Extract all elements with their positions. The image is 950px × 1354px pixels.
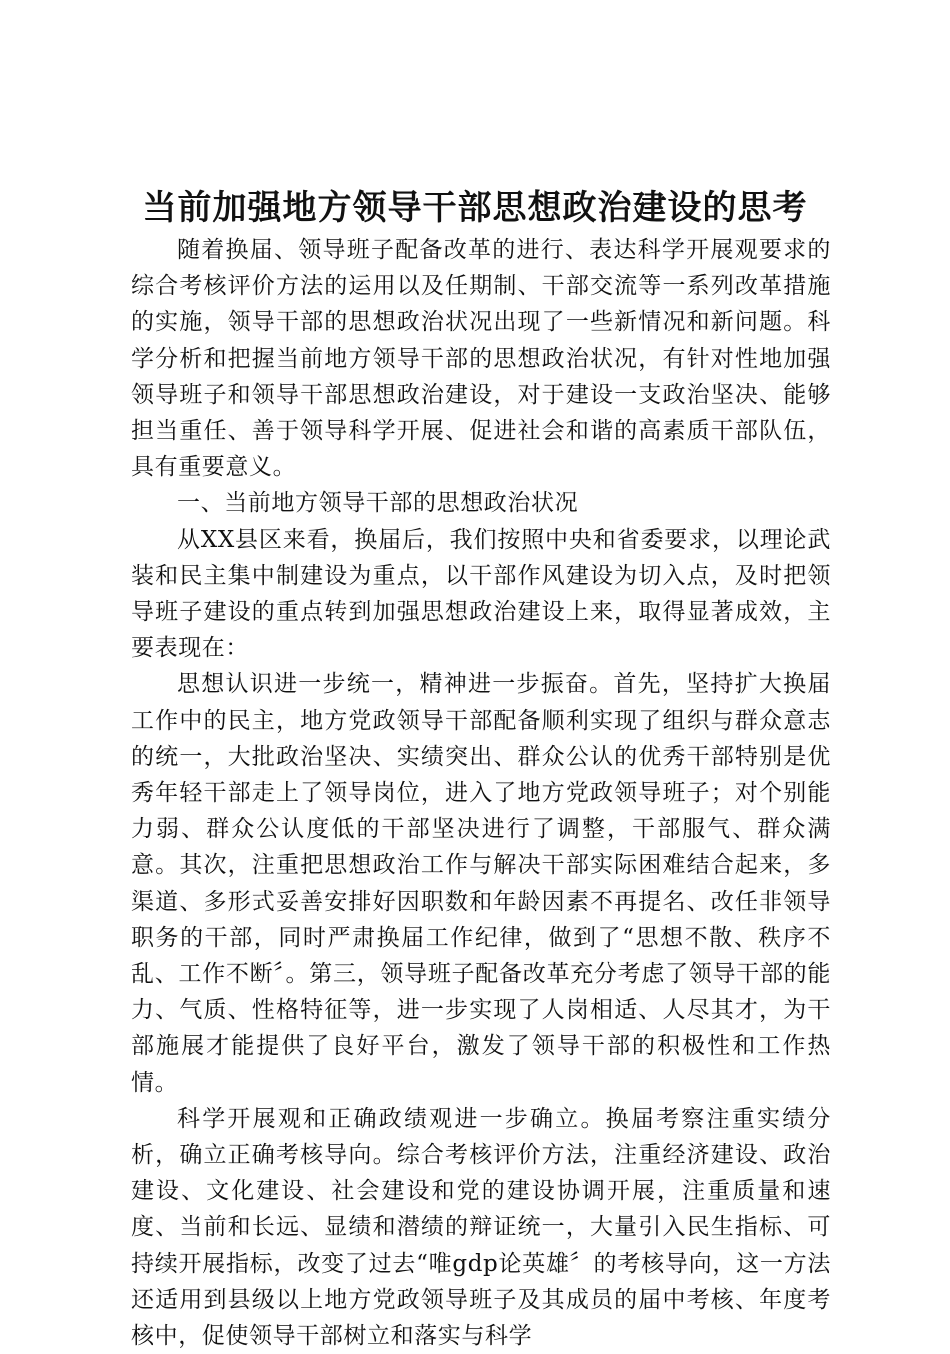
paragraph-thinking-unified: 思想认识进一步统一，精神进一步振奋。首先，坚持扩大换届工作中的民主，地方党政领导干部配备顺利实现了组织与群众意志的统一，大批政治坚决、实绩突出、群众公认的优秀干部特别是优秀年轻干部走上了领导岗位，进入了地方党政领导班子；对个别能力弱、群众公认度低的干部坚决进行了调整，干部服气、群众满意。其次，注重把思想政治工作与解决干部实际困难结合起来，多渠道、多形式妥善安排好因职数和年龄因素不再提名、改任非领导职务的干部，同时严肃换届工作纪律，做到了“思想不散、秩序不乱、工作不断〞。第三，领导班子配备改革充分考虑了领导干部的能力、气质、性格特征等，进一步实现了人岗相适、人尽其才，为干部施展才能提供了良好平台，激发了领导干部的积极性和工作热情。 — [131, 671, 831, 1096]
paragraph-development-view: 科学开展观和正确政绩观进一步确立。换届考察注重实绩分析，确立正确考核导向。综合考核评价方法，注重经济建设、政治建设、文化建设、社会建设和党的建设协调开展，注重质量和速度、当前和长远、显绩和潜绩的辩证统一，大量引入民生指标、可持续开展指标，改变了过去“唯gdp论英雄〞的考核导向，这一方法还适用到县级以上地方党政领导班子及其成员的届中考核、年度考核中，促使领导干部树立和落实与科学 — [131, 1105, 831, 1350]
document-body — [131, 232, 831, 1354]
document-title: 当前加强地方领导干部思想政治建设的思考 — [142, 188, 808, 228]
paragraph-overview: 从XX县区来看，换届后，我们按照中央和省委要求，以理论武装和民主集中制建设为重点，以干部作风建设为切入点，及时把领导班子建设的重点转到加强思想政治建设上来，取得显著成效，主要表现在： — [131, 526, 831, 662]
section-heading: 一、当前地方领导干部的思想政治状况 — [177, 490, 579, 517]
paragraph-intro: 随着换届、领导班子配备改革的进行、表达科学开展观要求的综合考核评价方法的运用以及任期制、干部交流等一系列改革措施的实施，领导干部的思想政治状况出现了一些新情况和新问题。科学分析和把握当前地方领导干部的思想政治状况，有针对性地加强领导班子和领导干部思想政治建设，对于建设一支政治坚决、能够担当重任、善于领导科学开展、促进社会和谐的高素质干部队伍，具有重要意义。 — [131, 237, 831, 481]
